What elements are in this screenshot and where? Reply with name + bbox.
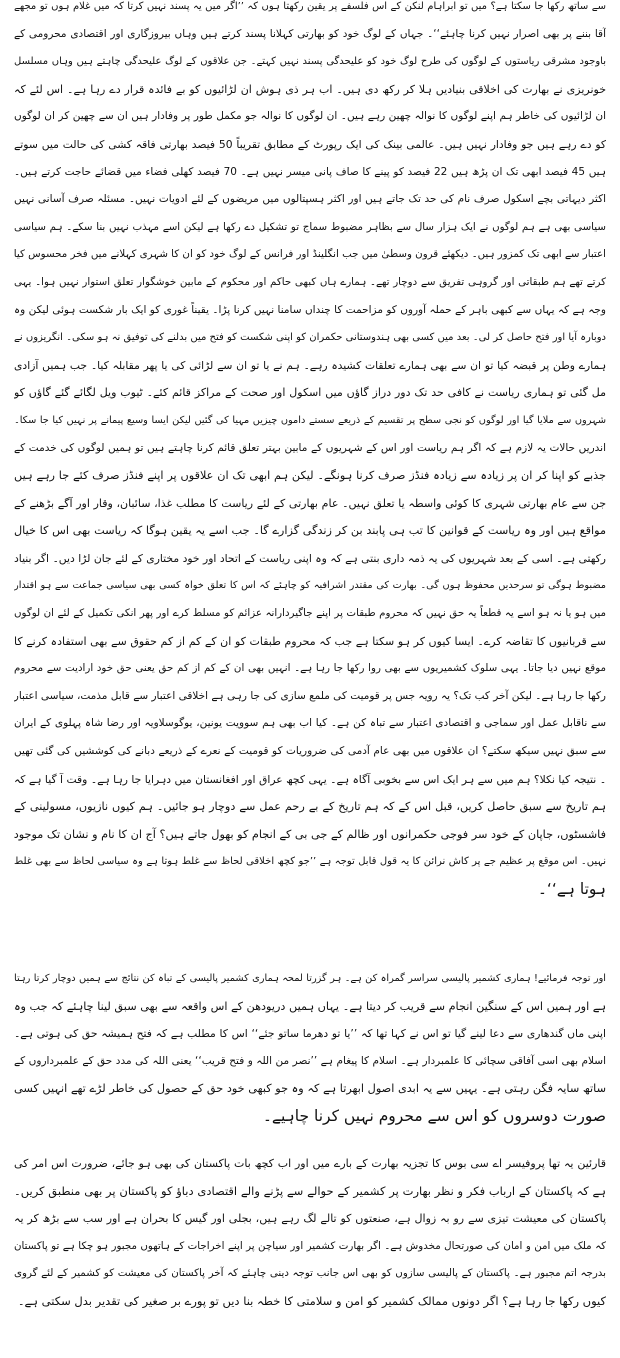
text-line: ہمارے وطن پر قبضہ کیا تو ان سے بھی ہمارے تعلقات کشیدہ رہے۔ ہم نے یا تو ان سے لڑائی کی یا پھر مقابلہ کیا۔ جب ہمیں آزادی [14, 358, 606, 372]
text-line: کو دے رہے ہیں جو وفادار نہیں ہیں۔ عالمی بینک کی ایک رپورٹ کے مطابق تقریباً 50 فیصد بھارتی فاقہ کشی کی حالت میں سوتے [14, 137, 606, 151]
text-line: پاکستان کی معیشت تیزی سے رو بہ زوال ہے، صنعتوں کو تالے لگ رہے ہیں، بجلی اور گیس کا بحران ہے اور سب سے بڑھ کر یہ [14, 1212, 606, 1226]
text-line: جذبے کو اپنا کر ان پر زیادہ سے زیادہ فنڈز صرف کرنا ہونگے۔ لیکن ہم ابھی تک ان علاقوں پر اپنے فنڈز صرف کئے جا رہے ہیں [14, 469, 606, 483]
text-line: ہم تاریخ سے سبق حاصل کریں، قبل اس کے کہ ہم تاریخ کے بے رحم عمل سے دوچار ہو جائیں۔ ہم کیوں نازیوں، مسولینی کے [14, 800, 606, 814]
text-line: ہے اور ہمیں اس کے سنگین انجام سے قریب کر دیتا ہے۔ یہاں ہمیں دریودھن کے اس واقعہ سے بھی سبق لینا چاہئے کہ جب وہ [14, 999, 606, 1013]
text-line: اپنی ماں گندھاری سے دعا لینے گیا تو اس نے کہا تھا کہ ’’یا تو دھرما ساتو جئے‘‘ اس کا مطلب ہے کہ فتح ہمیشہ حق کی ہوتی ہے۔ [14, 1027, 606, 1041]
text-line: کرتے تھے ہم طبقاتی اور گروہی تفریق سے دوچار تھے۔ ہمارے ہاں کبھی حاکم اور محکوم کے مابین خوشگوار تعلق استوار نہیں ہوا۔ یہی [14, 275, 606, 288]
text-line: اعتبار سے ابھی تک کمزور ہیں۔ دیکھئے قرون وسطیٰ میں جب انگلینڈ اور فرانس کے لوگ خود کو ان کا شہری کہلانے میں فخر محسوس کیا [14, 248, 606, 261]
text-line: نہیں۔ اس موقع پر عظیم جے پر کاش نرائن کا یہ قول قابل توجہ ہے ’’جو کچھ اخلاقی لحاظ سے غلط ہوتا ہے وہ سیاسی لحاظ سے بھی غلط [14, 856, 606, 868]
text-line: کہ ملک میں امن و امان کی صورتحال مخدوش ہے۔ اگر بھارت کشمیر اور سیاچن پر اپنے اخراجات کے ہاتھوں مجبور ہو چکا ہے تو پاکستان [14, 1239, 606, 1252]
text-line: اکثر دیہاتی بچے اسکول صرف نام کی حد تک جاتے ہیں اور اکثر ہسپتالوں میں مریضوں کے لئے ادویات نہیں۔ مسئلہ صرف آسانی نہیں [14, 193, 606, 206]
text-line: آقا بننے پر بھی اصرار نہیں کرنا چاہئے‘‘۔ جہاں کے لوگ خود کو بھارتی کہلانا پسند کرتے ہیں وہاں بیروزگاری اور اقتصادی محرومی کے [14, 27, 606, 40]
text-line: فاشسٹوں، جاپان کے خود سر فوجی حکمرانوں اور ظالم کے جی بی کے انجام کو بھول جاتے ہیں؟ آج ان کا نام و نشان تک موجود [14, 827, 606, 841]
text-line: ان لڑائیوں کی خاطر ہم اپنے لوگوں کا نوالہ چھین رہے ہیں۔ ان لوگوں کا نوالہ جو مکمل طور پر وفادار ہیں ان سے چھین کر ان لوگوں [14, 110, 606, 123]
text-line: باوجود مشرقی ریاستوں کے لوگوں کی طرح لوگ خود کو علیحدگی پسند نہیں کہتے۔ جن علاقوں کے لوگ علیحدگی چاہتے ہیں وہاں مسلسل [14, 56, 606, 68]
text-line: مواقع ہیں اور وہ ریاست کے قوانین کا تب ہی پابند بن کر زندگی گزارے گا۔ جب اسے یہ یقین ہوگا کہ ریاست بھی اس کا خیال [14, 524, 606, 538]
text-line: ہے کہ پاکستان کے ارباب فکر و نظر بھارت پر کشمیر کے حوالے سے پڑنے والے اقتصادی دباؤ کو پاکستان پر بھی منطبق کریں۔ [14, 1183, 606, 1198]
text-line: ساتھ سایہ فگن رہتی ہے۔ یہیں سے یہ ابدی اصول ابھرتا ہے کہ وہ جو کبھی خود حق کے حصول کی خاطر لڑے تھے انہیں کسی [14, 1082, 606, 1096]
text-line: سے قربانیوں کا تقاضہ کرے۔ ایسا کیوں کر ہو سکتا ہے جب کہ محروم طبقات کو ان کے کم از کم حقوق سے بھی استفادہ کرنے کا [14, 634, 606, 648]
text-line: سے ناقابل عمل اور سماجی و اقتصادی اعتبار سے تباہ کن ہے۔ کیا اب بھی ہم سوویت یونین، یوگوسلاویہ اور رضا شاہ پہلوی کے ایران [14, 717, 606, 730]
text-line: مضبوط ہوگی تو سرحدیں محفوظ ہوں گی۔ بھارت کی مقتدر اشرافیہ کو چاہئے کہ اس کا تعلق خواہ کسی بھی سیاسی جماعت سے ہو اقتدار [14, 580, 606, 592]
text-line: اسلام بھی اسی آفاقی سچائی کا علمبردار ہے۔ اسلام کا پیغام ہے ’’نصر من اللہ و فتح قریب‘‘ یعنی اللہ کی مدد حق کے علمبرداروں کے [14, 1054, 606, 1067]
text-line: ہوتا ہے‘‘۔ [537, 880, 606, 898]
paragraph-2 [14, 965, 606, 1131]
text-line: میں ہو یا نہ ہو اسے یہ قطعاً یہ حق نہیں کہ محروم طبقات پر اپنے جاگیردارانہ عزائم کو مسلط کرے اور پھر انکی تکمیل کے لئے ان لوگوں [14, 607, 606, 620]
text-line: دوبارہ آیا اور فتح حاصل کر لی۔ بعد میں کسی بھی ہندوستانی حکمران کو اپنی شکست کو فتح میں بدلنے کی توفیق نہ ہو سکی۔ انگریزوں نے [14, 332, 606, 344]
text-line: سے سبق نہیں سیکھ سکتے؟ ان علاقوں میں بھی عام آدمی کی ضروریات کو قومیت کے نعرے کے ذریعے دبانے کی کوششیں کی گئی تھیں [14, 745, 606, 758]
text-line: مل گئی تو ہماری ریاست نے کافی حد تک دور دراز گاؤں میں اسکول اور صحت کے مراکز قائم کئے۔ ٹیوب ویل لگائے گئے گاؤں کو [14, 386, 606, 400]
text-line: جن سے عام بھارتی شہری کا کوئی واسطہ یا تعلق نہیں۔ عام بھارتی کے لئے ریاست کا مطلب غذا، سائبان، وقار اور آگے بڑھنے کے [14, 496, 606, 510]
text-line: رکھا جا رہا ہے۔ لیکن آخر کب تک؟ یہ رویہ جس پر قومیت کی ملمع سازی کی جا رہی ہے اخلاقی اعتبار سے قابل مذمت، سیاسی اعتبار [14, 689, 606, 702]
text-line: بدرجہ اتم مجبور ہے۔ پاکستان کے پالیسی سازوں کو بھی اس جانب توجہ دینی چاہئے کہ آخر پاکستان کی معیشت کو کشمیر کے لئے گروی [14, 1267, 606, 1280]
text-line: اندریں حالات یہ لازم ہے کہ اگر ہم ریاست اور اس کے شہریوں کے مابین بہتر تعلق قائم کرنا چاہتے ہیں تو ہمیں لوگوں کی خدمت کے [14, 441, 606, 454]
text-line: ۔ نتیجہ کیا نکلا؟ ہم میں سے ہر ایک اس سے بخوبی آگاہ ہے۔ یہی کچھ عراق اور افغانستان میں دہرایا جا رہا ہے۔ وقت آ گیا ہے کہ [14, 772, 606, 786]
paragraph-3 [14, 1150, 606, 1316]
paragraph-1 [14, 0, 606, 904]
text-line: کیوں رکھا جا رہا ہے؟ اگر دونوں ممالک کشمیر کو امن و سلامتی کا خطہ بنا دیں تو پورے بر صغیر کی تقدیر بدل سکتی ہے۔ [17, 1293, 606, 1308]
text-line: رکھتی ہے۔ اسی کے بعد شہریوں کی یہ ذمہ داری بنتی ہے کہ وہ اپنی ریاست کے اتحاد اور خود مختاری کے لئے جان لڑا دیں۔ اگر بنیاد [14, 551, 606, 565]
text-line: موقع نہیں دیا جاتا۔ یہی سلوک کشمیریوں سے بھی روا رکھا جا رہا ہے۔ انہیں بھی ان کے کم از کم حق یعنی حق خود ارادیت سے محروم [14, 662, 606, 675]
text-line: سے ساتھ رکھا جا سکتا ہے؟ میں تو ابراہام لنکن کے اس فلسفے پر یقین رکھتا ہوں کہ ’’اگر میں یہ پسند نہیں کرتا کہ میں غلام ہوں تو مجھے [14, 1, 606, 12]
text-line: قارئین یہ تھا پروفیسر اے سی بوس کا تجزیہ بھارت کے بارے میں اور اب کچھ بات پاکستان کی بھی ہو جائے، ضرورت اس امر کی [14, 1157, 606, 1170]
text-line: اور توجہ فرمائیے! ہماری کشمیر پالیسی سراسر گمراہ کن ہے۔ ہر گزرتا لمحہ ہماری کشمیر پالیسی کے تباہ کن نتائج سے ہمیں دوچار کرتا رہتا [14, 973, 606, 984]
text-line: صورت دوسروں کو اس سے محروم نہیں کرنا چاہیے۔ [262, 1106, 606, 1125]
text-line: شہروں سے ملایا گیا اور لوگوں کو نجی سطح پر تقسیم کے ذریعے سستے داموں چیزیں مہیا کی گئیں لیکن ایسا وسیع پیمانے پر نہیں کیا جا سکا۔ [14, 414, 606, 426]
text-line: خونریزی نے بھارت کی اخلاقی بنیادیں ہلا کر رکھ دی ہیں۔ اب ہر ذی ہوش ان لڑائیوں کو بے فائدہ قرار دے رہا ہے۔ اس لئے کہ [14, 82, 606, 96]
text-line: وجہ ہے کہ یہاں سے کبھی باہر کے حملہ آوروں کو مزاحمت کا چنداں سامنا نہیں کرنا پڑا۔ یقیناً غوری کو ایک بار شکست ہوئی لیکن وہ [14, 303, 606, 316]
text-line: سیاسی بھی ہے ہم لوگوں نے ایک ہزار سال سے بظاہر مضبوط سماج تو تشکیل دے رکھا ہے لیکن اسے مہذب نہیں بنا سکے۔ ہم سیاسی [14, 220, 606, 233]
text-line: ہیں 45 فیصد ابھی تک ان پڑھ ہیں 22 فیصد کو پینے کا صاف پانی میسر نہیں ہے۔ 70 فیصد کھلی فضاء میں قضائے حاجت کرتے ہیں۔ [14, 165, 606, 178]
